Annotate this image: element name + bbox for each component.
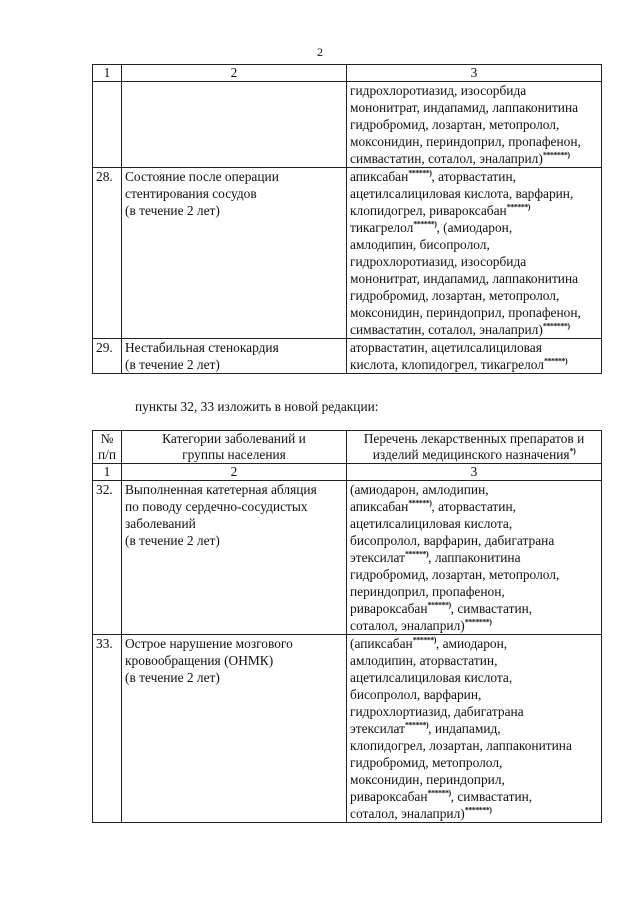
drug-line: периндоприл, пропафенон, [350,584,505,599]
drug-line: апиксабан******), аторвастатин, [350,498,516,514]
text-line: Нестабильная стенокардия [125,340,279,355]
drugs-cell [347,481,602,635]
drug-line: моксонидин, периндоприл, [350,772,505,787]
row-number: 32. [93,481,122,635]
drug-line: тикагрелол******), (амиодарон, [350,219,513,235]
drug-line: ривароксабан******), симвастатин, [350,788,533,804]
row-number [93,82,122,168]
drug-line: моксонидин, периндоприл, пропафенон, [350,305,581,320]
footnote-mark: *******) [464,805,492,815]
drug-line: моксонидин, периндоприл, пропафенон, [350,134,581,149]
text-line: п/п [97,447,117,462]
footnote-mark: ******) [412,635,436,645]
text-line: Выполненная катетерная абляция [125,482,317,497]
footnote-mark: ******) [543,356,568,366]
drug-line: клопидогрел, лозартан, лаппаконитина [350,738,572,753]
text-line: Острое нарушение мозгового [125,636,293,651]
text-line: кровообращения (ОНМК) [125,653,274,668]
footnote-mark: ******) [413,219,437,229]
footnote-mark: *) [569,446,576,456]
footnote-mark: ******) [427,600,451,610]
drug-table-new-edition [92,430,602,823]
drug-line: ацетилсалициловая кислота, варфарин, [350,186,574,201]
column-number-row [93,65,602,82]
drug-line: гидробромид, метопролол, [350,755,503,770]
drug-line: ривароксабан******), симвастатин, [350,600,533,616]
drug-line: гидрохлоротиазид, изосорбида [350,254,527,269]
drugs-cell [347,339,602,374]
text-line: заболеваний [125,516,196,531]
text-line: группы населения [182,447,286,462]
text-line: Перечень лекарственных препаратов и [363,431,585,446]
drug-line: (апиксабан******), амиодарон, [350,635,508,651]
footnote-mark: *******) [542,321,570,331]
drug-line: гидрохлоротиазид, изосорбида [350,83,527,98]
text-line: (в течение 2 лет) [125,533,220,548]
drug-line: гидробромид, лозартан, метопролол, [350,288,560,303]
category-cell [122,635,347,823]
text-line: № [100,431,114,446]
footnote-mark: ******) [404,720,429,730]
table-row [93,82,602,168]
footnote-mark: ******) [408,168,432,178]
drug-line: гидробромид, лозартан, метопролол, [350,117,560,132]
header-row [93,431,602,464]
category-cell [122,339,347,374]
header-category [122,431,347,464]
drug-line: ацетилсалициловая кислота, [350,516,513,531]
footnote-mark: *******) [464,617,492,627]
text-line: стентирования сосудов [125,186,257,201]
table-row [93,635,602,823]
drug-line: гидробромид, лозартан, метопролол, [350,567,560,582]
drug-line: амлодипин, бисопролол, [350,237,490,252]
amendment-intro-text: пункты 32, 33 изложить в новой редакции: [135,399,379,414]
column-number: 2 [122,65,347,82]
drugs-cell [347,635,602,823]
drug-line: ацетилсалициловая кислота, [350,670,513,685]
footnote-mark: ******) [408,498,432,508]
category-cell [122,82,347,168]
drug-line: соталол, эналаприл)*******) [350,617,492,633]
drug-line: этексилат******), лаппаконитина [350,549,521,565]
header-number [93,431,122,464]
drugs-cell [347,82,602,168]
drug-line: симвастатин, соталол, эналаприл)*******) [350,150,570,166]
text-line: изделий медицинского назначения*) [372,446,576,462]
drug-line: этексилат******), индапамид, [350,720,501,736]
drug-line: (амиодарон, амлодипин, [350,482,489,497]
drug-line: мононитрат, индапамид, лаппаконитина [350,271,579,286]
drug-line: апиксабан******), аторвастатин, [350,168,516,184]
page-number: 2 [317,45,323,59]
footnote-mark: ******) [506,202,530,212]
text-line: (в течение 2 лет) [125,670,220,685]
category-cell [122,481,347,635]
column-number: 2 [122,464,347,481]
text-line: (в течение 2 лет) [125,357,220,372]
drug-line: бисопролол, варфарин, [350,687,482,702]
text-line: по поводу сердечно-сосудистых [125,499,308,514]
column-number-row [93,464,602,481]
header-drugs [347,431,602,464]
text-line: Состояние после операции [125,169,279,184]
column-number: 1 [93,464,122,481]
category-cell [122,168,347,339]
drug-line: бисопролол, варфарин, дабигатрана [350,533,555,548]
drugs-cell [347,168,602,339]
row-number: 29. [93,339,122,374]
table-row [93,168,602,339]
row-number: 33. [93,635,122,823]
drug-line: мононитрат, индапамид, лаппаконитина [350,100,579,115]
drug-line: амлодипин, аторвастатин, [350,653,498,668]
drug-line: гидрохлортиазид, дабигатрана [350,704,524,719]
text-line: (в течение 2 лет) [125,203,220,218]
column-number: 3 [347,65,602,82]
drug-line: аторвастатин, ацетилсалициловая [350,340,542,355]
footnote-mark: ******) [404,549,429,559]
text-line: Категории заболеваний и [162,431,306,446]
row-number: 28. [93,168,122,339]
footnote-mark: *******) [542,150,570,160]
drug-table-continued [92,64,602,374]
column-number: 3 [347,464,602,481]
drug-line: кислота, клопидогрел, тикагрелол******) [350,356,568,372]
table-row [93,481,602,635]
drug-line: клопидогрел, ривароксабан******) [350,202,530,218]
drug-line: соталол, эналаприл)*******) [350,805,492,821]
footnote-mark: ******) [427,788,451,798]
column-number: 1 [93,65,122,82]
drug-line: симвастатин, соталол, эналаприл)*******) [350,321,570,337]
table-row [93,339,602,374]
